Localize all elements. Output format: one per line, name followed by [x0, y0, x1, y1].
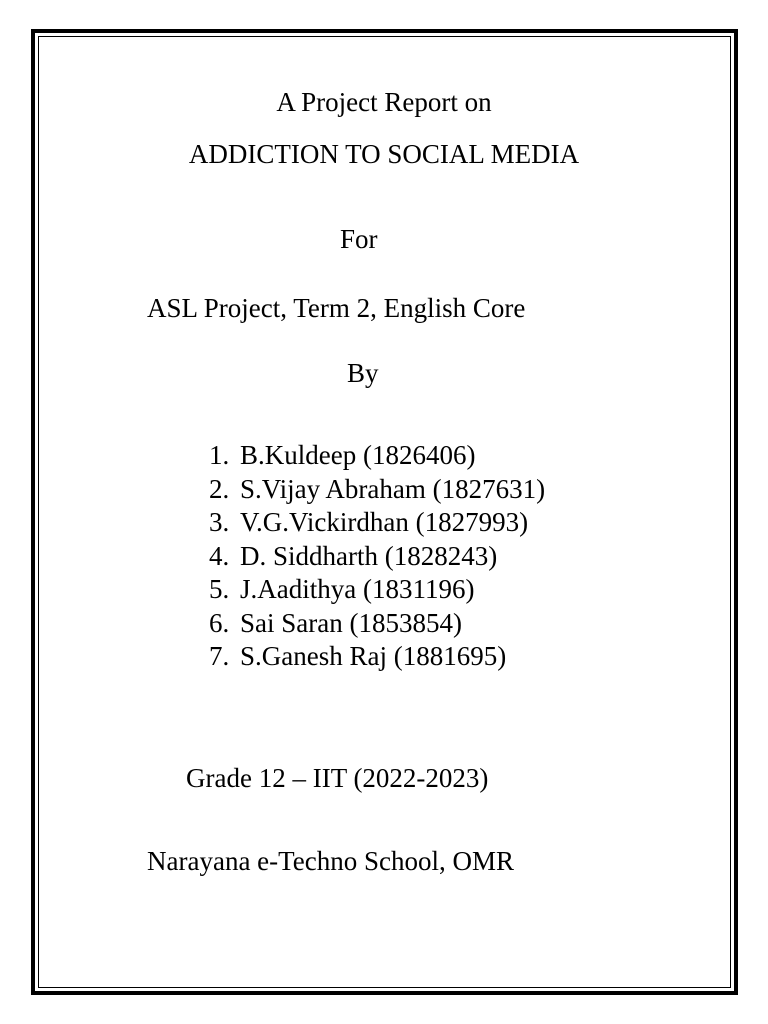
member-number: 1.	[209, 440, 230, 470]
member-name: S.Ganesh Raj (1881695)	[240, 641, 507, 671]
member-name: B.Kuldeep (1826406)	[240, 440, 476, 470]
member-item	[209, 607, 545, 641]
member-number: 2.	[209, 473, 230, 504]
member-name: J.Aadithya (1831196)	[240, 574, 475, 604]
member-number: 4.	[209, 540, 230, 571]
for-label: For	[340, 224, 378, 254]
member-item	[209, 640, 545, 674]
member-number: 6.	[209, 607, 230, 638]
member-name: Sai Saran (1853854)	[240, 607, 462, 638]
member-number: 5.	[209, 574, 230, 604]
member-item	[209, 573, 545, 607]
grade-line: Grade 12 – IIT (2022-2023)	[186, 763, 489, 793]
school-name: Narayana e-Techno School, OMR	[147, 846, 514, 876]
member-number: 7.	[209, 641, 230, 671]
member-item	[209, 473, 545, 507]
member-item	[209, 506, 545, 540]
member-name: V.G.Vickirdhan (1827993)	[240, 507, 529, 537]
member-number: 3.	[209, 507, 230, 537]
member-item	[209, 540, 545, 574]
report-title: ADDICTION TO SOCIAL MEDIA	[188, 139, 580, 169]
member-name: S.Vijay Abraham (1827631)	[240, 473, 546, 504]
report-intro: A Project Report on	[276, 87, 492, 117]
by-label: By	[347, 358, 379, 388]
member-list	[209, 439, 545, 674]
member-name: D. Siddharth (1828243)	[240, 540, 498, 571]
member-item	[209, 439, 545, 473]
project-purpose: ASL Project, Term 2, English Core	[147, 293, 526, 323]
